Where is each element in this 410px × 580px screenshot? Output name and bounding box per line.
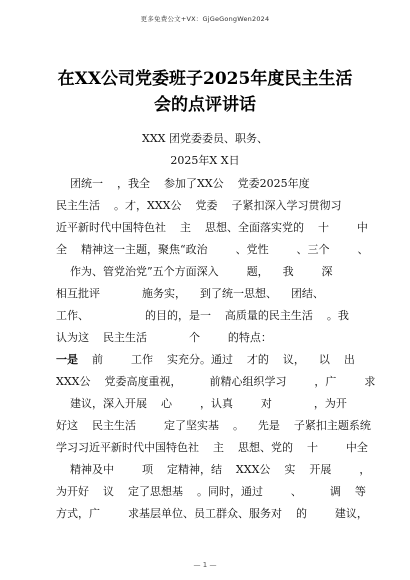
body-line: 方式，广 求基层单位、员工群众、服务对 的 建议，: [56, 507, 368, 520]
body-line: 作为、管党治党”五个方面深入 题， 我 深: [56, 265, 333, 278]
body-line: 相互批评 施务实， 到了统一思想、 团结、: [56, 287, 324, 300]
body-line: 民主生活 。才，XXX公 党委 子紧扣深入学习贯彻习: [56, 199, 342, 212]
body-line: 认为这 民主生活 个 的特点：: [56, 331, 272, 344]
body-line: 精神及中 项 定精神，结 XXX公 实 开展 ，: [56, 463, 371, 476]
body-line: 好这 民主生活 定了坚实基 。 先是 子紧扣主题系统: [56, 419, 371, 432]
byline-date: 2025年X X日: [170, 154, 240, 167]
body-line: 为开好 议 定了思想基 。同时，通过 、 调 等: [56, 485, 366, 498]
body-line: 全 精神这一主题，聚焦“政治 、党性 、三个 、: [56, 243, 369, 256]
body-line: 建议，深入开展 心 ，认真 对 ，为开: [56, 397, 347, 410]
body-line-lead: [56, 351, 356, 367]
document-title-line-2: 会的点评讲话: [154, 95, 256, 115]
body-line: 学习习近平新时代中国特色社 主 思想、党的 十 中全: [56, 441, 368, 454]
body-line: 近平新时代中国特色社 主 思想、全面落实党的 十 中: [56, 221, 368, 234]
body-line-text: 前 工作 实充分。通过 才的 议， 以 出: [78, 353, 355, 366]
byline-author: XXX 团党委委员、职务、: [142, 132, 268, 145]
lead-word: 一是: [56, 353, 78, 366]
page-number: — 1 —: [193, 561, 217, 569]
body-line: 团统一 ，我全 参加了XX公 党委2025年度: [56, 177, 310, 190]
body-line: XXX公 党委高度重视， 前精心组织学习 ，广 求: [56, 375, 376, 388]
document-title-line-1: 在XX公司党委班子2025年度民主生活: [57, 69, 353, 89]
body-line: 工作、 的目的，是一 高质量的民主生活 。我: [56, 309, 349, 322]
header-note: 更多免费公文+VX：GjGeGongWen2024: [140, 15, 270, 23]
